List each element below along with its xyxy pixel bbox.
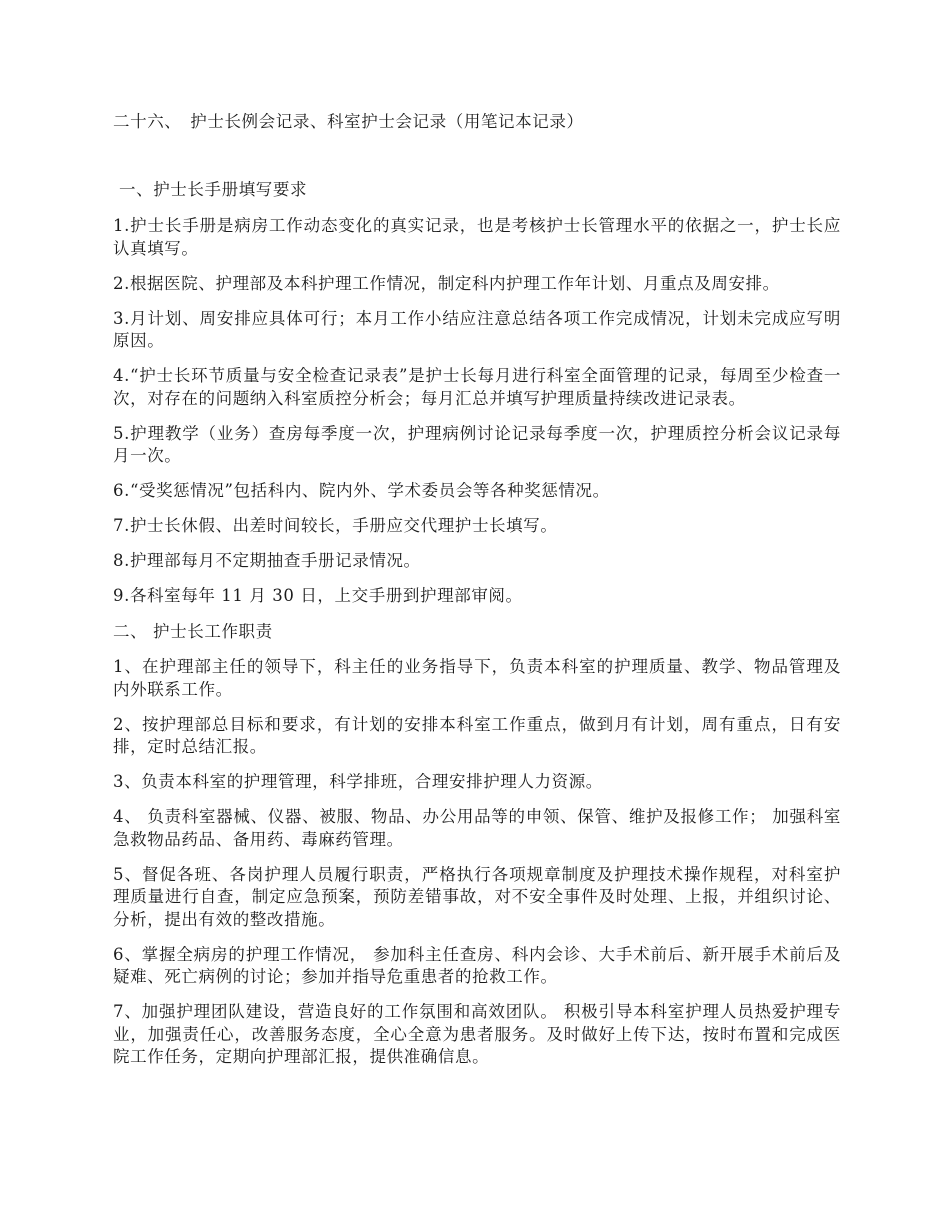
paragraph: 2、按护理部总目标和要求，有计划的安排本科室工作重点，做到月有计划，周有重点，日有安排，定时总结汇报。	[113, 714, 841, 756]
paragraph: 1、在护理部主任的领导下，科主任的业务指导下，负责本科室的护理质量、教学、物品管理及内外联系工作。	[113, 657, 841, 699]
paragraph: 4、 负责科室器械、仪器、被服、物品、办公用品等的申领、保管、维护及报修工作； 加强科室急救物品药品、备用药、毒麻药管理。	[113, 807, 841, 849]
paragraph: 4.“护士长环节质量与安全检查记录表”是护士长每月进行科室全面管理的记录，每周至少检查一次，对存在的问题纳入科室质控分析会；每月汇总并填写护理质量持续改进记录表。	[113, 366, 841, 408]
paragraph: 9.各科室每年 11 月 30 日，上交手册到护理部审阅。	[113, 586, 523, 605]
paragraph: 8.护理部每月不定期抽查手册记录情况。	[113, 551, 421, 570]
paragraph: 6、掌握全病房的护理工作情况， 参加科主任查房、科内会诊、大手术前后、新开展手术前后及疑难、死亡病例的讨论；参加并指导危重患者的抢救工作。	[113, 944, 841, 986]
section-heading: 一、护士长手册填写要求	[119, 180, 308, 199]
paragraph: 7、加强护理团队建设，营造良好的工作氛围和高效团队。 积极引导本科室护理人员热爱护理专业，加强责任心，改善服务态度，全心全意为患者服务。及时做好上传下达，按时布置和完成医院工作任务，定期向护理部汇报，提供准确信息。	[113, 1002, 841, 1066]
paragraph: 3.月计划、周安排应具体可行；本月工作小结应注意总结各项工作完成情况，计划未完成应写明原因。	[113, 308, 841, 350]
document-body	[113, 178, 841, 1081]
paragraph: 7.护士长休假、出差时间较长，手册应交代理护士长填写。	[113, 516, 558, 535]
paragraph: 5、督促各班、各岗护理人员履行职责，严格执行各项规章制度及护理技术操作规程，对科室护理质量进行自查，制定应急预案，预防差错事故，对不安全事件及时处理、上报，并组织讨论、分析，提出有效的整改措施。	[113, 864, 841, 929]
paragraph: 1.护士长手册是病房工作动态变化的真实记录，也是考核护士长管理水平的依据之一，护士长应认真填写。	[113, 216, 841, 258]
paragraph: 6.“受奖惩情况”包括科内、院内外、学术委员会等各种奖惩情况。	[113, 481, 610, 500]
paragraph: 5.护理教学（业务）查房每季度一次，护理病例讨论记录每季度一次，护理质控分析会议记录每月一次。	[113, 423, 841, 465]
paragraph: 3、负责本科室的护理管理，科学排班，合理安排护理人力资源。	[113, 772, 603, 791]
document-title: 二十六、 护士长例会记录、科室护士会记录（用笔记本记录）	[113, 112, 584, 131]
section-handbook-requirements	[113, 178, 841, 608]
section-heading: 二、 护士长工作职责	[113, 622, 273, 641]
paragraph: 2.根据医院、护理部及本科护理工作情况，制定科内护理工作年计划、月重点及周安排。	[113, 273, 780, 293]
section-head-nurse-duties	[113, 620, 841, 1069]
